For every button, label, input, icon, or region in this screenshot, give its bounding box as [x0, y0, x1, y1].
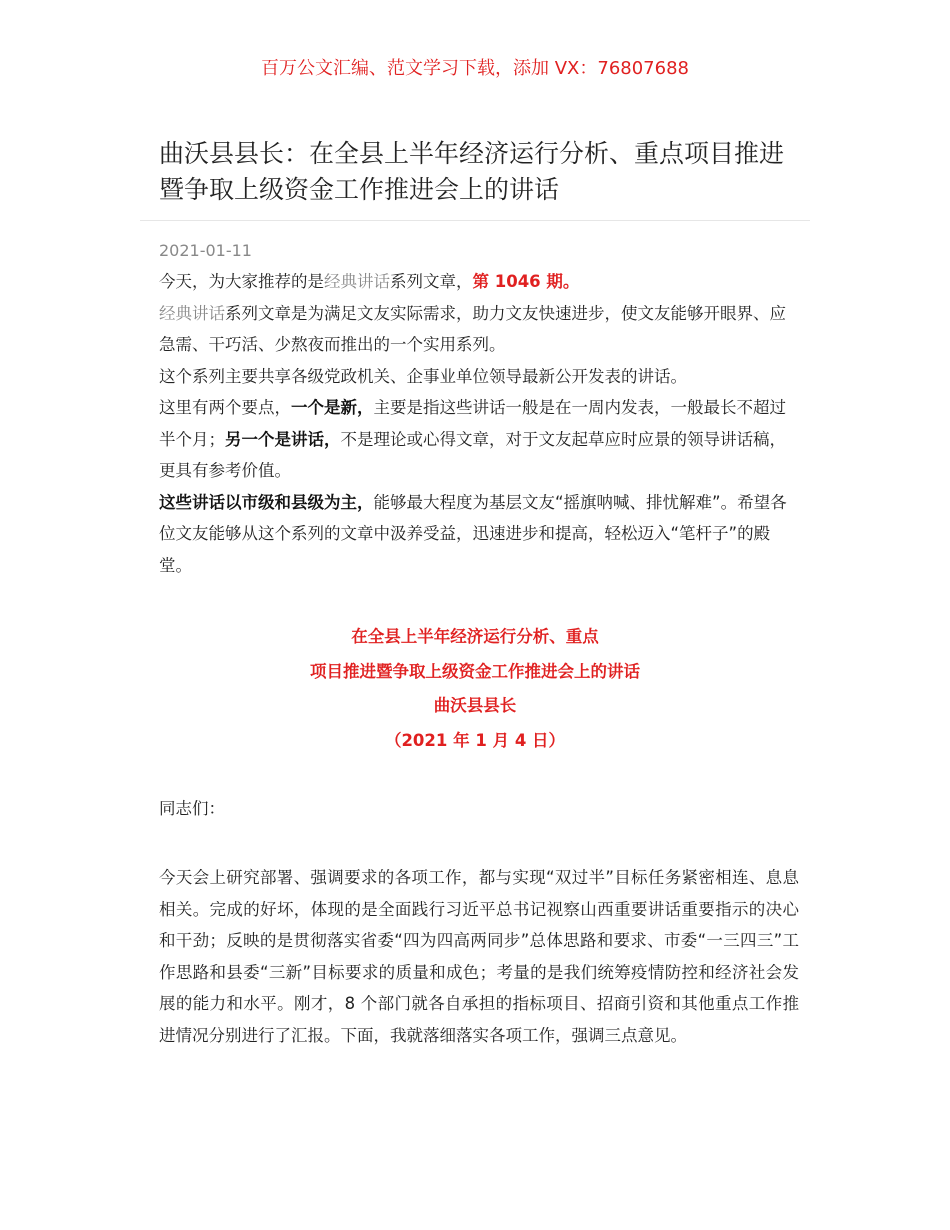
speech-title-line-2: 项目推进暨争取上级资金工作推进会上的讲话	[310, 661, 640, 681]
intro-paragraph-5: 这些讲话以市级和县级为主，能够最大程度为基层文友“摇旗呐喊、排忧解难”。希望各位文友能够从这个系列的文章中汲养受益，迅速进步和提高，轻松迈入“笔杆子”的殿堂。	[159, 492, 787, 575]
intro-paragraph-4: 这里有两个要点，一个是新，主要是指这些讲话一般是在一周内发表，一般最长不超过半个月；另一个是讲话，不是理论或心得文章，对于文友起草应时应景的领导讲话稿，更具有参考价值。	[159, 398, 786, 480]
intro-paragraph-1: 今天，为大家推荐的是经典讲话系列文章，第 1046 期。	[159, 272, 580, 291]
intro-paragraph-2: 经典讲话系列文章是为满足文友实际需求，助力文友快速进步，使文友能够开眼界、应急需、干巧活、少熬夜而推出的一个实用系列。	[159, 303, 786, 354]
promo-banner: 百万公文汇编、范文学习下载，添加 VX：76807688	[261, 58, 689, 79]
series-name: 经典讲话	[159, 303, 225, 323]
series-intro	[159, 266, 799, 581]
speech-title-line-1: 在全县上半年经济运行分析、重点	[351, 627, 599, 646]
speech-date: （2021 年 1 月 4 日）	[384, 730, 566, 750]
title-divider	[140, 220, 810, 221]
issue-number: 第 1046 期。	[472, 272, 580, 291]
publish-date: 2021-01-11	[159, 241, 252, 260]
article-title: 曲沃县县长：在全县上半年经济运行分析、重点项目推进暨争取上级资金工作推进会上的讲话	[159, 139, 785, 204]
series-name: 经典讲话	[324, 272, 390, 291]
speech-greeting: 同志们：	[159, 799, 225, 818]
speech-paragraph: 今天会上研究部署、强调要求的各项工作，都与实现“双过半”目标任务紧密相连、息息相关。完成的好坏，体现的是全面践行习近平总书记视察山西重要讲话重要指示的决心和干劲；反映的是贯彻落实省委“四为四高两同步”总体思路和要求、市委“一三四三”工作思路和县委“三新”目标要求的质量和成色；考量的是我们统筹疫情防控和经济社会发展的能力和水平。刚才，8 个部门就各自承担的指标项目、招商引资和其他重点工作推进情况分别进行了汇报。下面，我就落细落实各项工作，强调三点意见。	[159, 868, 799, 1045]
intro-paragraph-3: 这个系列主要共享各级党政机关、企事业单位领导最新公开发表的讲话。	[159, 366, 687, 386]
speech-heading	[0, 620, 950, 758]
speech-speaker: 曲沃县县长	[433, 696, 517, 715]
